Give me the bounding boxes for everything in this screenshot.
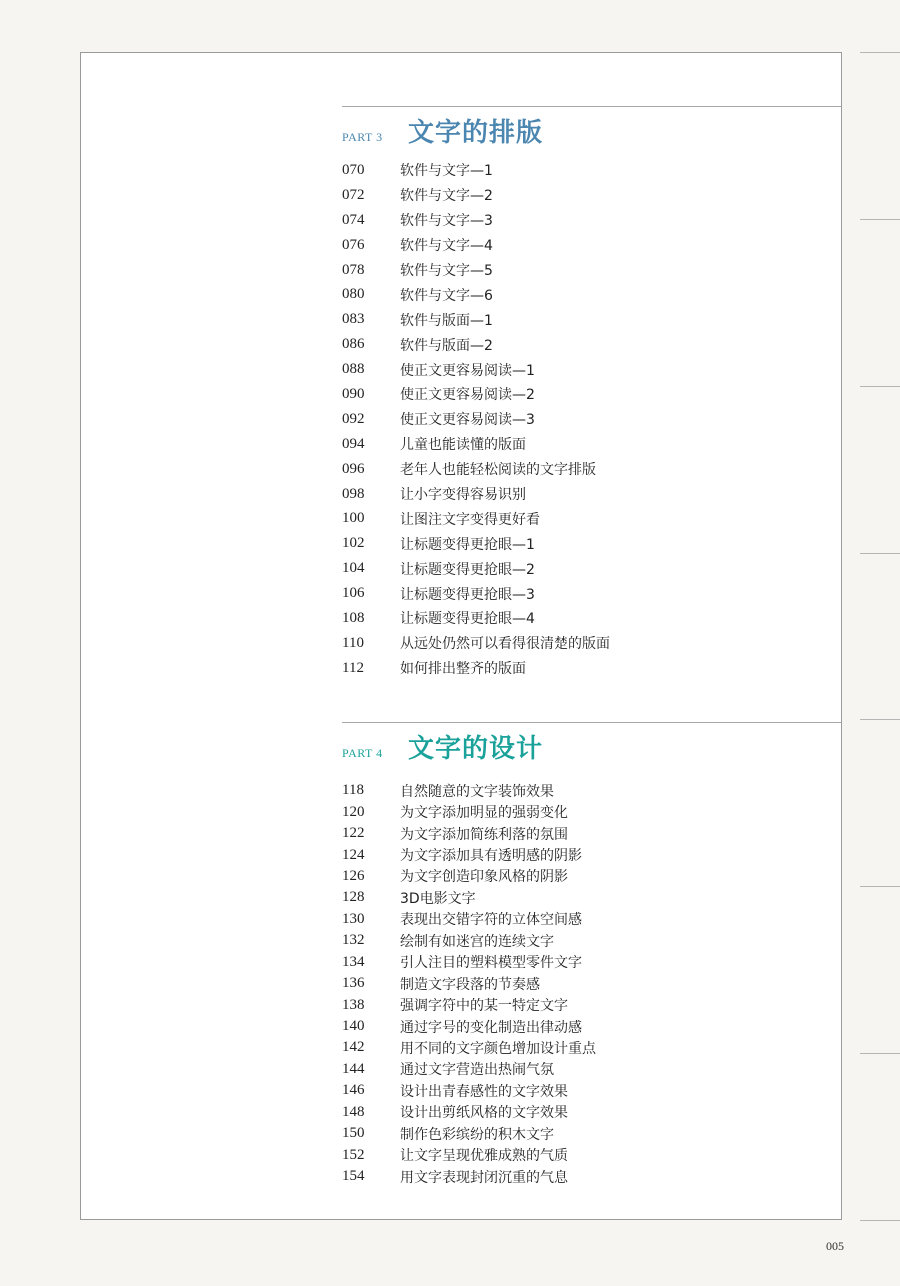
- toc-entry[interactable]: [342, 823, 596, 844]
- entry-page: 126: [342, 867, 365, 884]
- toc-entry[interactable]: [342, 1166, 596, 1187]
- entry-title: 使正文更容易阅读—3: [400, 412, 535, 429]
- toc-entry[interactable]: [342, 457, 610, 482]
- entry-title: 让标题变得更抢眼—4: [400, 611, 535, 628]
- toc-entry[interactable]: [342, 233, 610, 258]
- entry-page: 090: [342, 385, 365, 402]
- toc-entry[interactable]: [342, 258, 610, 283]
- edge-tab-line: [860, 553, 900, 554]
- entry-page: 122: [342, 825, 365, 842]
- entry-title: 强调字符中的某一特定文字: [400, 998, 568, 1015]
- entry-title: 软件与文字—2: [400, 188, 493, 205]
- toc-entry[interactable]: [342, 1144, 596, 1165]
- entry-title: 软件与版面—2: [400, 337, 493, 354]
- entry-title: 设计出剪纸风格的文字效果: [400, 1105, 568, 1122]
- entry-title: 让标题变得更抢眼—3: [400, 586, 535, 603]
- entry-title: 让图注文字变得更好看: [400, 511, 540, 528]
- toc-entry[interactable]: [342, 1059, 596, 1080]
- entry-page: 080: [342, 286, 365, 303]
- toc-entry[interactable]: [342, 930, 596, 951]
- part-label: PART 3: [342, 130, 383, 144]
- toc-entry[interactable]: [342, 909, 596, 930]
- toc-entry[interactable]: [342, 994, 596, 1015]
- toc-entry[interactable]: [342, 432, 610, 457]
- toc-entry[interactable]: [342, 1080, 596, 1101]
- entry-page: 072: [342, 186, 365, 203]
- entry-title: 用文字表现封闭沉重的气息: [400, 1169, 568, 1186]
- entry-page: 092: [342, 410, 365, 427]
- edge-tab-line: [860, 719, 900, 720]
- entry-page: 150: [342, 1125, 365, 1142]
- edge-tab-line: [860, 386, 900, 387]
- toc-entry[interactable]: [342, 531, 610, 556]
- toc-list: [342, 780, 596, 1187]
- entry-page: 118: [342, 782, 364, 799]
- entry-title: 设计出青春感性的文字效果: [400, 1083, 568, 1100]
- entry-title: 为文字添加明显的强弱变化: [400, 805, 568, 822]
- edge-tab-line: [860, 219, 900, 220]
- entry-page: 148: [342, 1103, 365, 1120]
- toc-entry[interactable]: [342, 332, 610, 357]
- entry-title: 儿童也能读懂的版面: [400, 437, 526, 454]
- entry-title: 用不同的文字颜色增加设计重点: [400, 1040, 596, 1057]
- toc-entry[interactable]: [342, 407, 610, 432]
- entry-page: 106: [342, 585, 365, 602]
- entry-page: 078: [342, 261, 365, 278]
- entry-title: 如何排出整齐的版面: [400, 661, 526, 678]
- entry-page: 112: [342, 659, 364, 676]
- entry-title: 软件与文字—3: [400, 213, 493, 230]
- toc-entry[interactable]: [342, 307, 610, 332]
- entry-page: 076: [342, 236, 365, 253]
- entry-page: 144: [342, 1060, 365, 1077]
- entry-page: 124: [342, 846, 365, 863]
- entry-page: 108: [342, 609, 365, 626]
- toc-entry[interactable]: [342, 183, 610, 208]
- entry-page: 140: [342, 1018, 365, 1035]
- toc-entry[interactable]: [342, 952, 596, 973]
- toc-entry[interactable]: [342, 581, 610, 606]
- entry-title: 软件与文字—5: [400, 263, 493, 279]
- entry-page: 083: [342, 311, 365, 328]
- edge-tab-line: [860, 886, 900, 887]
- part-title: 文字的排版: [408, 118, 544, 148]
- entry-page: 094: [342, 435, 365, 452]
- entry-page: 134: [342, 953, 365, 970]
- entry-title: 制造文字段落的节奏感: [400, 976, 540, 993]
- entry-title: 使正文更容易阅读—1: [400, 362, 535, 379]
- entry-page: 136: [342, 975, 365, 992]
- entry-page: 110: [342, 634, 364, 651]
- toc-entry[interactable]: [342, 1016, 596, 1037]
- entry-page: 086: [342, 336, 365, 353]
- toc-entry[interactable]: [342, 506, 610, 531]
- entry-title: 引人注目的塑料模型零件文字: [400, 955, 582, 972]
- part-label: PART 4: [342, 746, 383, 760]
- toc-entry[interactable]: [342, 1102, 596, 1123]
- toc-entry[interactable]: [342, 1123, 596, 1144]
- toc-entry[interactable]: [342, 631, 610, 656]
- entry-page: 096: [342, 460, 365, 477]
- entry-title: 制作色彩缤纷的积木文字: [400, 1126, 554, 1143]
- entry-page: 100: [342, 510, 365, 527]
- toc-entry[interactable]: [342, 482, 610, 507]
- entry-title: 让小字变得容易识别: [400, 487, 526, 504]
- edge-tab-line: [860, 52, 900, 53]
- entry-page: 146: [342, 1082, 365, 1099]
- entry-title: 让标题变得更抢眼—2: [400, 561, 535, 578]
- entry-title: 自然随意的文字装饰效果: [400, 783, 554, 800]
- entry-title: 为文字添加简练利落的氛围: [400, 826, 568, 843]
- entry-page: 104: [342, 560, 365, 577]
- entry-title: 让文字呈现优雅成熟的气质: [400, 1148, 568, 1165]
- entry-page: 132: [342, 932, 365, 949]
- section-rule: [342, 722, 842, 723]
- entry-title: 软件与文字—4: [400, 238, 493, 255]
- entry-title: 软件与文字—6: [400, 287, 493, 304]
- entry-page: 130: [342, 910, 365, 927]
- page-number: 005: [826, 1239, 844, 1253]
- toc-entry[interactable]: [342, 780, 596, 801]
- toc-entry[interactable]: [342, 556, 610, 581]
- toc-entry[interactable]: [342, 1037, 596, 1058]
- toc-entry[interactable]: [342, 158, 610, 183]
- entry-title: 通过文字营造出热闹气氛: [400, 1062, 554, 1079]
- toc-entry[interactable]: [342, 357, 610, 382]
- toc-entry[interactable]: [342, 382, 610, 407]
- entry-page: 128: [342, 889, 365, 906]
- entry-title: 使正文更容易阅读—2: [400, 387, 535, 404]
- entry-title: 为文字添加具有透明感的阴影: [400, 848, 582, 865]
- entry-title: 表现出交错字符的立体空间感: [400, 912, 582, 929]
- entry-page: 098: [342, 485, 365, 502]
- entry-title: 绘制有如迷宫的连续文字: [400, 933, 554, 950]
- edge-tab-line: [860, 1053, 900, 1054]
- toc-entry[interactable]: [342, 282, 610, 307]
- entry-title: 软件与版面—1: [400, 312, 493, 329]
- toc-entry[interactable]: [342, 801, 596, 822]
- toc-section-part-4: [342, 722, 842, 1192]
- entry-page: 142: [342, 1039, 365, 1056]
- toc-entry[interactable]: [342, 656, 610, 681]
- entry-page: 070: [342, 161, 365, 178]
- entry-title: 从远处仍然可以看得很清楚的版面: [400, 636, 610, 653]
- toc-entry[interactable]: [342, 866, 596, 887]
- entry-page: 152: [342, 1146, 365, 1163]
- part-title: 文字的设计: [408, 734, 544, 764]
- toc-entry[interactable]: [342, 887, 596, 908]
- section-header: [342, 112, 543, 149]
- toc-entry[interactable]: [342, 844, 596, 865]
- entry-page: 074: [342, 211, 365, 228]
- entry-page: 154: [342, 1168, 365, 1185]
- entry-title: 为文字创造印象风格的阴影: [400, 869, 568, 886]
- toc-entry[interactable]: [342, 606, 610, 631]
- toc-section-part-3: [342, 106, 842, 686]
- entry-page: 102: [342, 535, 365, 552]
- toc-list: [342, 158, 610, 681]
- entry-title: 软件与文字—1: [400, 163, 493, 180]
- entry-page: 088: [342, 361, 365, 378]
- edge-tab-line: [860, 1220, 900, 1221]
- entry-page: 120: [342, 803, 365, 820]
- entry-title: 通过字号的变化制造出律动感: [400, 1019, 582, 1036]
- entry-title: 3D电影文字: [400, 890, 476, 907]
- toc-entry[interactable]: [342, 208, 610, 233]
- entry-title: 让标题变得更抢眼—1: [400, 536, 535, 553]
- entry-page: 138: [342, 996, 365, 1013]
- entry-title: 老年人也能轻松阅读的文字排版: [400, 462, 596, 479]
- section-rule: [342, 106, 842, 107]
- section-header: [342, 728, 543, 765]
- toc-entry[interactable]: [342, 973, 596, 994]
